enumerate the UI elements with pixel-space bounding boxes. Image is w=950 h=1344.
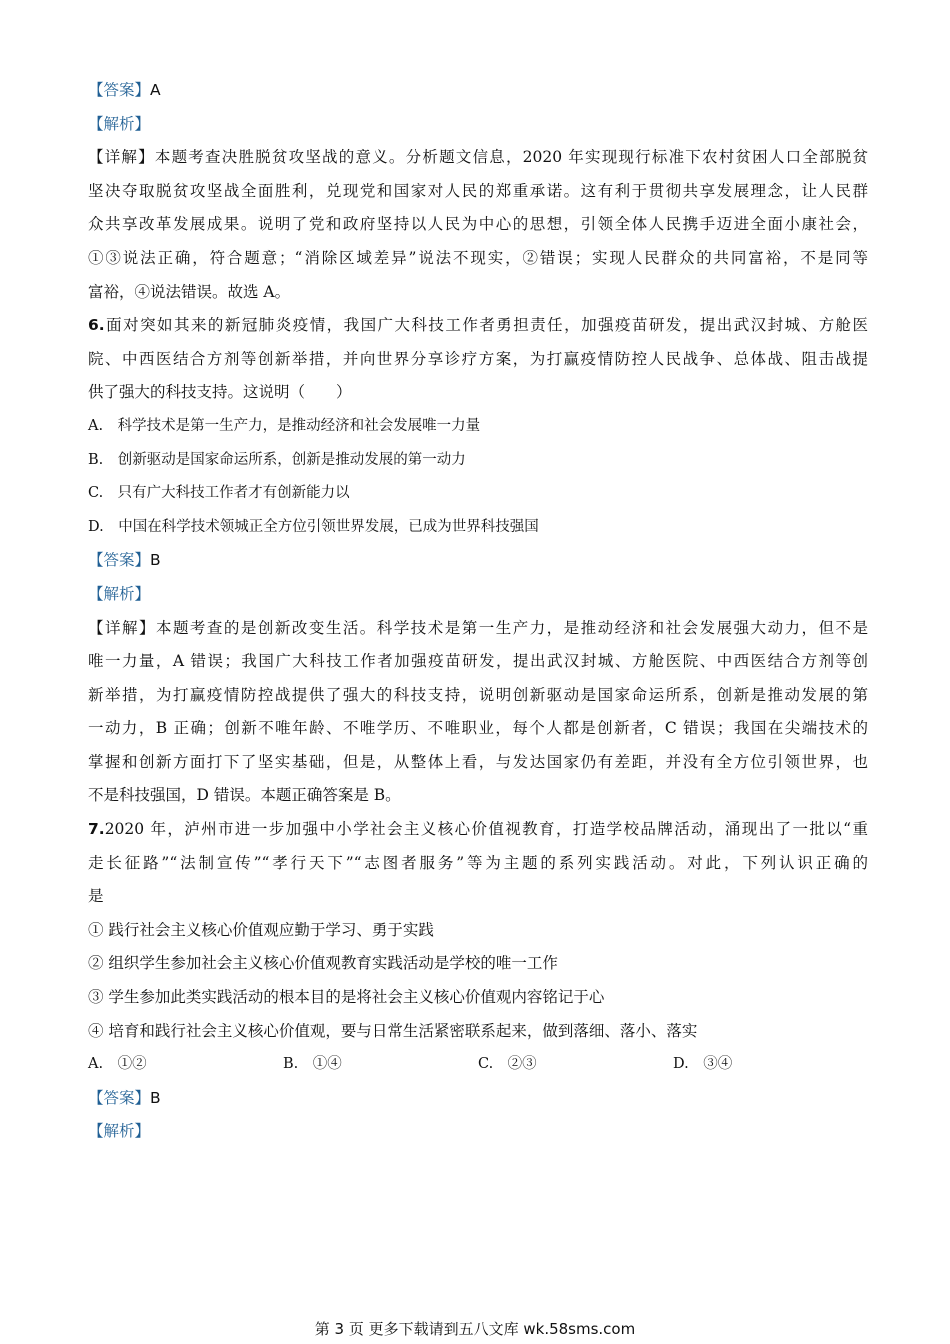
answer-value: A [150,81,161,99]
q6-option-a: A. 科学技术是第一生产力，是推动经济和社会发展唯一力量 [88,417,481,434]
q6-detail-line-5: 掌握和创新方面打下了坚实基础，但是，从整体上看，与发达国家仍有差距，并没有全方位引领世界，也 [88,752,868,771]
q6-detail-line-1 [88,612,868,646]
q6-stem-line-1 [88,309,868,343]
detail-tag: 【详解】 [88,148,155,167]
q7-option-b: B. ①④ [283,1056,342,1073]
q7-stem-line-2: 走长征路”“法制宣传”“孝行天下”“志图者服务”等为主题的系列实践活动。对此，下列认识正确的 [88,853,868,872]
q7-stem-line-1 [88,813,868,847]
q5-detail-line-1 [88,141,868,175]
q7-statement-4: ④ 培育和践行社会主义核心价值观，要与日常生活紧密联系起来，做到落细、落小、落实 [88,1021,698,1040]
q7-options [88,1048,868,1082]
q6-detail-line-4: 一动力，B 正确；创新不唯年龄、不唯学历、不唯职业，每个人都是创新者，C 错误；我国在尖端技术的 [88,719,868,738]
answer-value: B [150,551,161,570]
q6-detail-line-3: 新举措，为打赢疫情防控战提供了强大的科技支持，说明创新驱动是国家命运所系，创新是推动发展的第 [88,685,868,704]
detail-tag: 【详解】 [88,618,156,637]
q5-detail-line-3: 众共享改革发展成果。说明了党和政府坚持以人民为中心的思想，引领全体人民携手迈进全面小康社会， [88,215,868,234]
q7-statement-2: ② 组织学生参加社会主义核心价值观教育实践活动是学校的唯一工作 [88,954,558,973]
q6-stem-line-3: 供了强大的科技支持。这说明（ ） [88,383,352,402]
q5-detail-line-2: 坚决夺取脱贫攻坚战全面胜利，兑现党和国家对人民的郑重承诺。这有利于贯彻共享发展理念，让人民群 [88,181,868,200]
answer-value: B [150,1088,161,1107]
q6-option-b: B. 创新驱动是国家命运所系，创新是推动发展的第一动力 [88,451,466,468]
document-page [88,74,868,1149]
q6-detail-line-6: 不是科技强国，D 错误。本题正确答案是 B。 [88,786,401,805]
question-number: 7. [88,820,105,839]
analysis-tag: 【解析】 [88,1122,151,1141]
q6-analysis-heading [88,578,868,612]
page-footer: 第 3 页 更多下载请到五八文库 wk.58sms.com [314,1320,636,1338]
stem-text: 2020 年，泸州市进一步加强中小学社会主义核心价值视教育，打造学校品牌活动，涌现出了一批以“重 [104,820,868,839]
q7-stem-line-3: 是 [88,887,104,906]
q7-statement-1: ① 践行社会主义核心价值观应勤于学习、勇于实践 [88,920,434,939]
answer-tag: 【答案】 [88,551,151,570]
question-number: 6. [88,316,105,335]
q5-answer [88,74,868,108]
q6-detail-line-2: 唯一力量，A 错误；我国广大科技工作者加强疫苗研发，提出武汉封城、方舱医院、中西医结合方剂等创 [88,652,868,671]
q7-statement-3: ③ 学生参加此类实践活动的根本目的是将社会主义核心价值观内容铭记于心 [88,988,605,1007]
q6-stem-line-2: 院、中西医结合方剂等创新举措，并向世界分享诊疗方案，为打赢疫情防控人民战争、总体战、阻击战提 [88,349,868,368]
detail-text: 本题考查的是创新改变生活。科学技术是第一生产力，是推动经济和社会发展强大动力，但不是 [155,618,868,637]
q6-option-d: D. 中国在科学技术领城正全方位引领世界发展，已成为世界科技强国 [88,518,539,535]
analysis-tag: 【解析】 [88,114,151,133]
detail-text: 本题考查决胜脱贫攻坚战的意义。分析题文信息，2020 年实现现行标准下农村贫困人口全部脱贫 [154,148,868,167]
q7-option-a: A. ①② [88,1056,147,1073]
q6-answer [88,544,868,578]
answer-tag: 【答案】 [88,81,151,99]
answer-tag: 【答案】 [88,1088,151,1107]
q5-detail-line-5: 富裕，④说法错误。故选 A。 [88,282,291,301]
q6-option-c: C. 只有广大科技工作者才有创新能力以 [88,485,350,502]
q7-option-d: D. ③④ [673,1056,733,1073]
q5-analysis-heading [88,108,868,142]
stem-text: 面对突如其来的新冠肺炎疫情，我国广大科技工作者勇担责任，加强疫苗研发，提出武汉封城、方舱医 [104,316,868,335]
q7-answer [88,1082,868,1116]
q7-option-c: C. ②③ [478,1056,537,1073]
q7-analysis-heading [88,1115,868,1149]
q5-detail-line-4: ①③说法正确，符合题意；“消除区域差异”说法不现实，②错误；实现人民群众的共同富裕，不是同等 [88,248,868,267]
analysis-tag: 【解析】 [88,584,151,603]
